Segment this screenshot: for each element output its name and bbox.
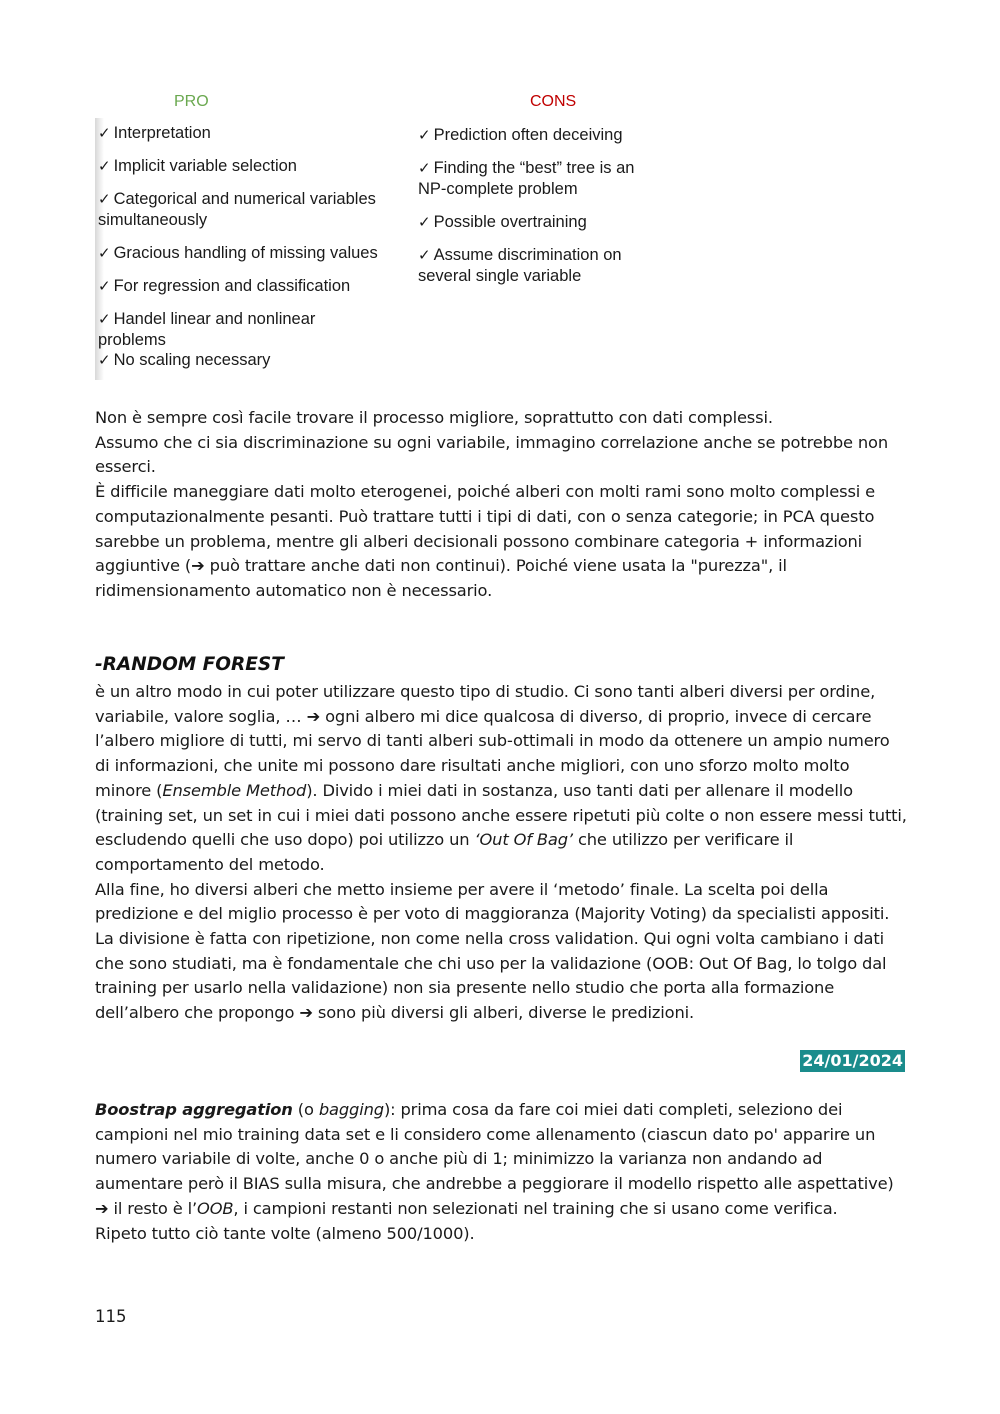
check-icon: ✓ [418, 126, 431, 144]
check-icon: ✓ [98, 124, 111, 142]
check-icon: ✓ [98, 244, 111, 262]
check-icon: ✓ [98, 190, 111, 208]
cons-item: ✓ Possible overtraining [418, 213, 587, 231]
pro-item: ✓ For regression and classification [98, 277, 351, 295]
intro-line: Non è sempre così facile trovare il processo migliore, soprattutto con dati complessi. [95, 408, 773, 427]
cons-item: ✓ Prediction often deceiving [418, 126, 623, 144]
bagging-paragraph: Boostrap aggregation (o bagging): prima cosa da fare coi miei dati completi, seleziono dei campioni nel mio training data set e li considero come allenamento (ciascun dato po' apparire un numero variabile di volte, anche 0 o anche più di 1; minimizzo la varianza non andando ad aumentare però il BIAS sulla misura, che andrebbe a peggiorare il modello rispetto alle aspettative) [95, 1100, 894, 1194]
arrow-icon: ➔ [191, 556, 205, 576]
check-icon: ✓ [98, 310, 111, 328]
check-icon: ✓ [418, 213, 431, 231]
cons-item: ✓ Finding the “best” tree is an NP-complete problem [418, 159, 635, 198]
check-icon: ✓ [98, 351, 111, 369]
intro-text [95, 406, 907, 604]
bagging-text [95, 1098, 907, 1246]
pros-cons-figure [95, 88, 670, 381]
pro-item: ✓ Implicit variable selection [98, 157, 297, 175]
pro-item: ✓ Handel linear and nonlinear problems [98, 310, 316, 349]
pro-item: ✓ Interpretation [98, 124, 211, 142]
random-forest-text [95, 680, 907, 1026]
date-highlight: 24/01/2024 [802, 1051, 903, 1070]
check-icon: ✓ [98, 157, 111, 175]
intro-paragraph: È difficile maneggiare dati molto eterogenei, poiché alberi con molti rami sono molto complessi e computazionalmente pesanti. Può trattare tutti i tipi di dati, con o senza categorie; in PCA questo sarebbe un problema, mentre gli alberi decisionali possono combinare categoria + informazioni aggiuntive (➔ può trattare anche dati non continui). Poiché viene usata la "purezza", il ridimensionamento automatico non è necessario. [95, 482, 876, 600]
check-icon: ✓ [418, 159, 431, 177]
bagging-repeat-line: Ripeto tutto ciò tante volte (almeno 500/1000). [95, 1223, 475, 1243]
pro-header: PRO [174, 93, 209, 110]
rf-paragraph-1: è un altro modo in cui poter utilizzare questo tipo di studio. Ci sono tanti alberi diversi per ordine, variabile, valore soglia, … ➔ ogni albero mi dice qualcosa di diverso, di proprio, invece di cercare l’albero migliore di tutti, mi servo di tanti alberi sub-ottimali in modo da ottenere un ampio numero di informazioni, che unite mi possono dare risultati anche migliori, con uno sforzo molto molto minore (Ensemble Method). Divido i miei dati in sostanza, uso tanti dati per allenare il modello (training set, un set in cui i miei dati possono anche essere ripetuti più colte o non essere messi tutti, escludendo quelli che uso dopo) poi utilizzo un ‘Out Of Bag’ che utilizzo per verificare il comportamento del metodo. [95, 682, 907, 874]
cons-header: CONS [530, 93, 577, 110]
bagging-oob-line: ➔ il resto è l’OOB, i campioni restanti non selezionati nel training che si usano come verifica. [95, 1198, 838, 1218]
pro-item: ✓ No scaling necessary [98, 351, 271, 369]
check-icon: ✓ [98, 277, 111, 295]
arrow-icon: ➔ [299, 1003, 313, 1023]
section-heading: -RANDOM FOREST [95, 654, 284, 675]
rf-paragraph-3: La divisione è fatta con ripetizione, non come nella cross validation. Qui ogni volta cambiano i dati che sono studiati, ma è fondamentale che chi uso per la validazione (OOB: Out Of Bag, lo tolgo dal training per usarlo nella validazione) non sia presente nello studio che porta alla formazione dell’albero che propongo ➔ sono più diversi gli alberi, diverse le predizioni. [95, 929, 887, 1023]
intro-line: Assumo che ci sia discriminazione su ogni variabile, immagino correlazione anche se potrebbe non esserci. [95, 432, 889, 477]
cons-item: ✓ Assume discrimination on several single variable [418, 246, 622, 285]
page-number: 115 [95, 1307, 127, 1326]
pro-item: ✓ Categorical and numerical variables simultaneously [98, 190, 376, 229]
rf-paragraph-2: Alla fine, ho diversi alberi che metto insieme per avere il ‘metodo’ finale. La scelta poi della predizione e del miglio processo è per voto di maggioranza (Majority Voting) da specialisti appositi. [95, 879, 890, 924]
check-icon: ✓ [418, 246, 431, 264]
pro-item: ✓ Gracious handling of missing values [98, 244, 378, 262]
arrow-icon: ➔ [95, 1198, 109, 1218]
arrow-icon: ➔ [306, 706, 321, 726]
